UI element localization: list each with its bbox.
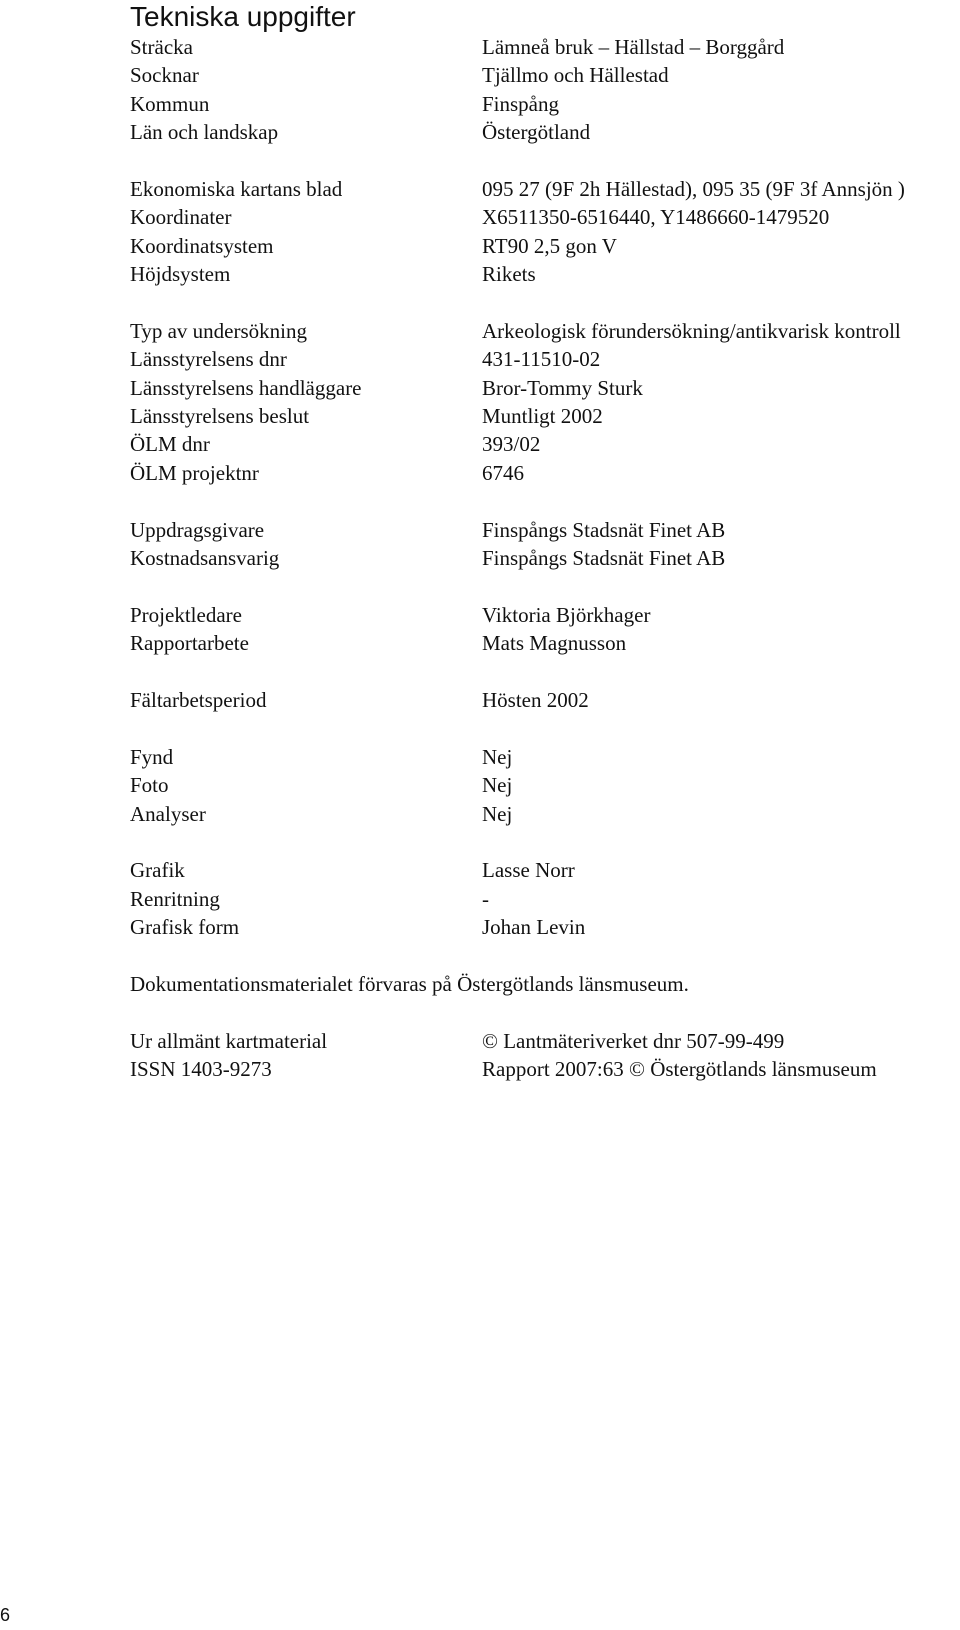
detail-value: Nej — [482, 744, 513, 769]
detail-label: Länsstyrelsens handläggare — [130, 375, 362, 400]
detail-row — [130, 430, 960, 458]
detail-label: Län och landskap — [130, 120, 279, 145]
detail-value: Finspångs Stadsnät Finet AB — [482, 546, 726, 571]
fieldwork-group — [130, 686, 960, 714]
detail-row — [130, 203, 960, 231]
detail-row — [130, 175, 960, 203]
detail-value: 431-11510-02 — [482, 347, 601, 372]
detail-value: Finspång — [482, 91, 560, 116]
detail-row — [130, 885, 960, 913]
page-number: 6 — [0, 1605, 11, 1625]
detail-row — [130, 913, 960, 941]
detail-value: Hösten 2002 — [482, 687, 589, 712]
detail-value: © Lantmäteriverket dnr 507-99-499 — [482, 1028, 785, 1053]
detail-label: ISSN 1403-9273 — [130, 1057, 272, 1082]
detail-row — [130, 61, 960, 89]
detail-label: Kostnadsansvarig — [130, 546, 280, 571]
technical-details-sheet — [130, 33, 960, 1112]
detail-label: Koordinater — [130, 205, 232, 230]
page-title: Tekniska uppgifter — [130, 1, 356, 32]
finds-group — [130, 743, 960, 828]
detail-row — [130, 856, 960, 884]
detail-row — [130, 601, 960, 629]
coordinates-group — [130, 175, 960, 289]
detail-row — [130, 629, 960, 657]
detail-label: Ekonomiska kartans blad — [130, 176, 343, 201]
detail-row — [130, 743, 960, 771]
investigation-group — [130, 317, 960, 487]
detail-value: X6511350-6516440, Y1486660-1479520 — [482, 205, 830, 230]
detail-value: Finspångs Stadsnät Finet AB — [482, 517, 726, 542]
detail-row — [130, 345, 960, 373]
storage-note: Dokumentationsmaterialet förvaras på Östergötlands länsmuseum. — [130, 971, 689, 996]
location-group — [130, 33, 960, 147]
detail-label: Länsstyrelsens dnr — [130, 347, 287, 372]
detail-row — [130, 232, 960, 260]
detail-value: Nej — [482, 801, 513, 826]
detail-value: Muntligt 2002 — [482, 404, 603, 429]
detail-value: Mats Magnusson — [482, 631, 627, 656]
detail-row — [130, 800, 960, 828]
detail-row — [130, 686, 960, 714]
detail-row — [130, 1027, 960, 1055]
detail-label: Analyser — [130, 801, 206, 826]
detail-row — [130, 317, 960, 345]
detail-row — [130, 260, 960, 288]
detail-value: RT90 2,5 gon V — [482, 233, 617, 258]
detail-row — [130, 1055, 960, 1083]
detail-label: Grafik — [130, 858, 185, 883]
detail-value: Bror-Tommy Sturk — [482, 375, 643, 400]
credits-group — [130, 1027, 960, 1084]
detail-label: Projektledare — [130, 602, 242, 627]
detail-label: Fynd — [130, 744, 174, 769]
graphics-group — [130, 856, 960, 941]
detail-label: ÖLM projektnr — [130, 460, 259, 485]
detail-value: 6746 — [482, 460, 524, 485]
detail-label: Renritning — [130, 886, 220, 911]
detail-value: 393/02 — [482, 432, 541, 457]
detail-label: Ur allmänt kartmaterial — [130, 1028, 328, 1053]
detail-label: Typ av undersökning — [130, 318, 308, 343]
detail-label: Uppdragsgivare — [130, 517, 265, 542]
detail-value: Tjällmo och Hällestad — [482, 63, 669, 88]
detail-label: Grafisk form — [130, 915, 240, 940]
detail-label: Länsstyrelsens beslut — [130, 404, 310, 429]
detail-value: Nej — [482, 773, 513, 798]
detail-row — [130, 459, 960, 487]
detail-label: Foto — [130, 773, 169, 798]
staff-group — [130, 601, 960, 658]
detail-row — [130, 402, 960, 430]
detail-label: Socknar — [130, 63, 199, 88]
detail-label: Sträcka — [130, 35, 193, 59]
detail-row — [130, 771, 960, 799]
detail-value: Rikets — [482, 262, 536, 287]
detail-row — [130, 118, 960, 146]
client-group — [130, 516, 960, 573]
detail-value: Lämneå bruk – Hällstad – Borggård — [482, 35, 785, 59]
detail-row — [130, 33, 960, 61]
detail-label: Koordinatsystem — [130, 233, 274, 258]
detail-value: Rapport 2007:63 © Östergötlands länsmuseum — [482, 1057, 877, 1082]
detail-value: Viktoria Björkhager — [482, 602, 651, 627]
detail-label: Fältarbetsperiod — [130, 687, 267, 712]
detail-value: Lasse Norr — [482, 858, 575, 883]
detail-value: Arkeologisk förundersökning/antikvarisk kontroll — [482, 318, 901, 343]
detail-row — [130, 544, 960, 572]
detail-label: Kommun — [130, 91, 210, 116]
detail-value: Johan Levin — [482, 915, 586, 940]
detail-label: Rapportarbete — [130, 631, 249, 656]
detail-label: Höjdsystem — [130, 262, 231, 287]
detail-value: Östergötland — [482, 120, 591, 145]
detail-row — [130, 374, 960, 402]
detail-label: ÖLM dnr — [130, 432, 210, 457]
detail-value: - — [482, 886, 489, 911]
detail-value: 095 27 (9F 2h Hällestad), 095 35 (9F 3f Annsjön ) — [482, 176, 905, 201]
detail-row — [130, 90, 960, 118]
detail-row — [130, 516, 960, 544]
